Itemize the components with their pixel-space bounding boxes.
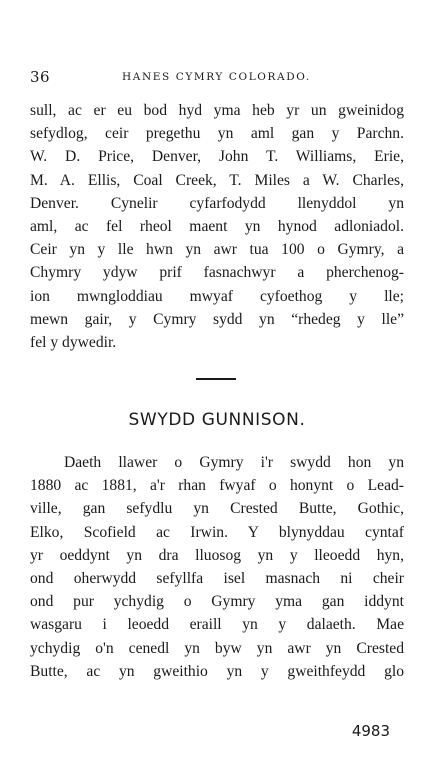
text-line: yr oeddynt yn dra lluosog yn y lleoedd hyn, — [30, 546, 404, 564]
paragraph-2 — [30, 451, 404, 683]
page-code: 4983 — [351, 722, 390, 740]
running-head: HANES CYMRY COLORADO. — [122, 71, 311, 83]
text-line: mewn gair, y Cymry sydd yn “rhedeg y lle” — [30, 310, 404, 328]
text-line: ville, gan sefydlu yn Crested Butte, Gothic, — [30, 500, 404, 518]
text-line: M. A. Ellis, Coal Creek, T. Miles a W. Charles, — [30, 171, 404, 189]
text-line: sefydlog, ceir pregethu yn aml gan y Parchn. — [30, 125, 404, 143]
text-line: wasgaru i leoedd eraill yn y dalaeth. Mae — [30, 616, 404, 634]
page-header — [30, 68, 404, 86]
page-number: 36 — [30, 68, 51, 86]
text-line: Elko, Scofield ac Irwin. Y blynyddau cyntaf — [30, 523, 404, 541]
text-line: Chymry ydyw prif fasnachwyr a pherchenog- — [30, 264, 404, 282]
text-line: ond oherwydd sefyllfa isel masnach ni cheir — [30, 570, 404, 588]
text-line: ion mwngloddiau mwyaf cyfoethog y lle; — [30, 287, 404, 305]
text-line: aml, ac fel rheol maent yn hynod adloniadol. — [30, 218, 404, 236]
text-line: Daeth llawer o Gymry i'r swydd hon yn — [64, 454, 404, 471]
text-line: sull, ac er eu bod hyd yma heb yr un gweinidog — [30, 102, 404, 119]
text-line: Ceir yn y lle hwn yn awr tua 100 o Gymry, a — [30, 241, 404, 259]
text-line: ond pur ychydig o Gymry yma gan iddynt — [30, 593, 404, 611]
section-title: SWYDD GUNNISON. — [128, 410, 306, 430]
text-line: Denver. Cynelir cyfarfodydd llenyddol yn — [30, 194, 404, 212]
text-line: W. D. Price, Denver, John T. Williams, Erie, — [30, 148, 404, 166]
text-line: fel y dywedir. — [30, 334, 117, 352]
section-divider — [196, 378, 236, 380]
paragraph-1 — [30, 99, 404, 354]
text-line: Butte, ac yn gweithio yn y gweithfeydd glo — [30, 662, 404, 680]
text-line: ychydig o'n cenedl yn byw yn awr yn Crested — [30, 639, 404, 657]
text-line: 1880 ac 1881, a'r rhan fwyaf o honynt o Lead- — [30, 477, 404, 495]
